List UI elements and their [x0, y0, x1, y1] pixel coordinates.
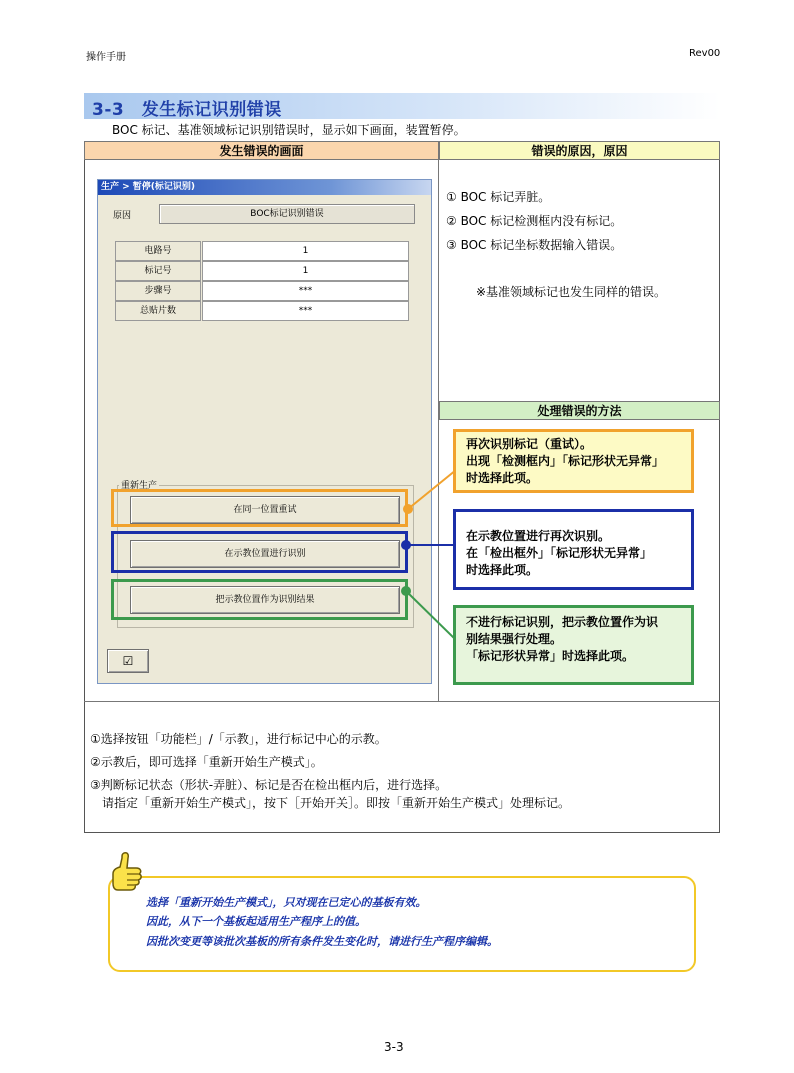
- step-line: ③判断标记状态（形状-弄脏）、标记是否在检出框内后，进行选择。: [90, 778, 448, 792]
- reason-value: BOC标记识别错误: [159, 204, 415, 224]
- row-value: ***: [202, 301, 409, 321]
- section-title: 3-3 发生标记识别错误: [92, 100, 282, 120]
- callout-line: 再次识别标记（重试）。: [466, 437, 593, 451]
- use-teach-position-button[interactable]: 把示教位置作为识别结果: [130, 586, 400, 614]
- note-line: 因此，从下一个基板起适用生产程序上的值。: [146, 915, 366, 928]
- header-left: 操作手册: [86, 52, 126, 63]
- reason-label: 原因: [113, 211, 132, 221]
- row-label: 电路号: [115, 241, 201, 261]
- dialog-title: 生产 > 暂停(标记识别): [98, 180, 431, 195]
- callout-line: 时选择此项。: [466, 563, 539, 577]
- green-connector-dot: [401, 586, 411, 596]
- row-value: 1: [202, 261, 409, 281]
- callout-line: 在示教位置进行再次识别。: [466, 529, 611, 543]
- callout-line: 「标记形状异常」时选择此项。: [466, 649, 635, 663]
- section-intro: BOC 标记、基准领域标记识别错误时，显示如下画面，装置暂停。: [112, 123, 466, 137]
- retry-same-position-button[interactable]: 在同一位置重试: [130, 496, 400, 524]
- callout-force-result: [453, 605, 694, 685]
- row-label: 总贴片数: [115, 301, 201, 321]
- callout-line: 出现「检测框内」「标记形状无异常」: [466, 454, 665, 468]
- pointing-hand-icon: [110, 850, 146, 892]
- step-line: 请指定「重新开始生产模式」，按下［开始开关］。即按「重新开始生产模式」处理标记。: [90, 796, 571, 810]
- note-line: 因批次变更等该批次基板的所有条件发生变化时，请进行生产程序编辑。: [146, 935, 498, 948]
- callout-retry: [453, 429, 694, 493]
- header-fix-method: 处理错误的方法: [439, 401, 720, 420]
- callout-line: 在「检出框外」「标记形状无异常」: [466, 546, 653, 560]
- cause-note: ※基准领域标记也发生同样的错误。: [476, 285, 667, 299]
- restart-group-label: 重新生产: [119, 478, 159, 491]
- callout-line: 不进行标记识别，把示教位置作为识: [466, 615, 659, 629]
- note-line: 选择「重新开始生产模式」，只对现在已定心的基板有效。: [146, 896, 427, 909]
- orange-connector: [408, 470, 456, 509]
- cause-item: ① BOC 标记弄脏。: [446, 190, 551, 204]
- confirm-check-icon[interactable]: ☑: [107, 649, 149, 673]
- green-connector: [406, 591, 456, 640]
- recognize-teach-position-button[interactable]: 在示教位置进行识别: [130, 540, 400, 568]
- row-value: ***: [202, 281, 409, 301]
- row-label: 步骤号: [115, 281, 201, 301]
- page-number: 3-3: [384, 1040, 404, 1054]
- callout-line: 别结果强行处理。: [466, 632, 563, 646]
- cause-item: ② BOC 标记检测框内没有标记。: [446, 214, 623, 228]
- callout-teach-position: [453, 509, 694, 590]
- orange-connector-dot: [403, 504, 413, 514]
- blue-connector-dot: [401, 540, 411, 550]
- row-label: 标记号: [115, 261, 201, 281]
- cause-item: ③ BOC 标记坐标数据输入错误。: [446, 238, 623, 252]
- callout-line: 时选择此项。: [466, 471, 539, 485]
- header-error-cause: 错误的原因，原因: [439, 141, 720, 160]
- header-error-screen: 发生错误的画面: [84, 141, 439, 160]
- step-line: ②示教后，即可选择「重新开始生产模式」。: [90, 755, 323, 769]
- row-value: 1: [202, 241, 409, 261]
- header-right: Rev00: [689, 48, 721, 59]
- step-line: ①选择按钮「功能栏」/「示教」，进行标记中心的示教。: [90, 732, 387, 746]
